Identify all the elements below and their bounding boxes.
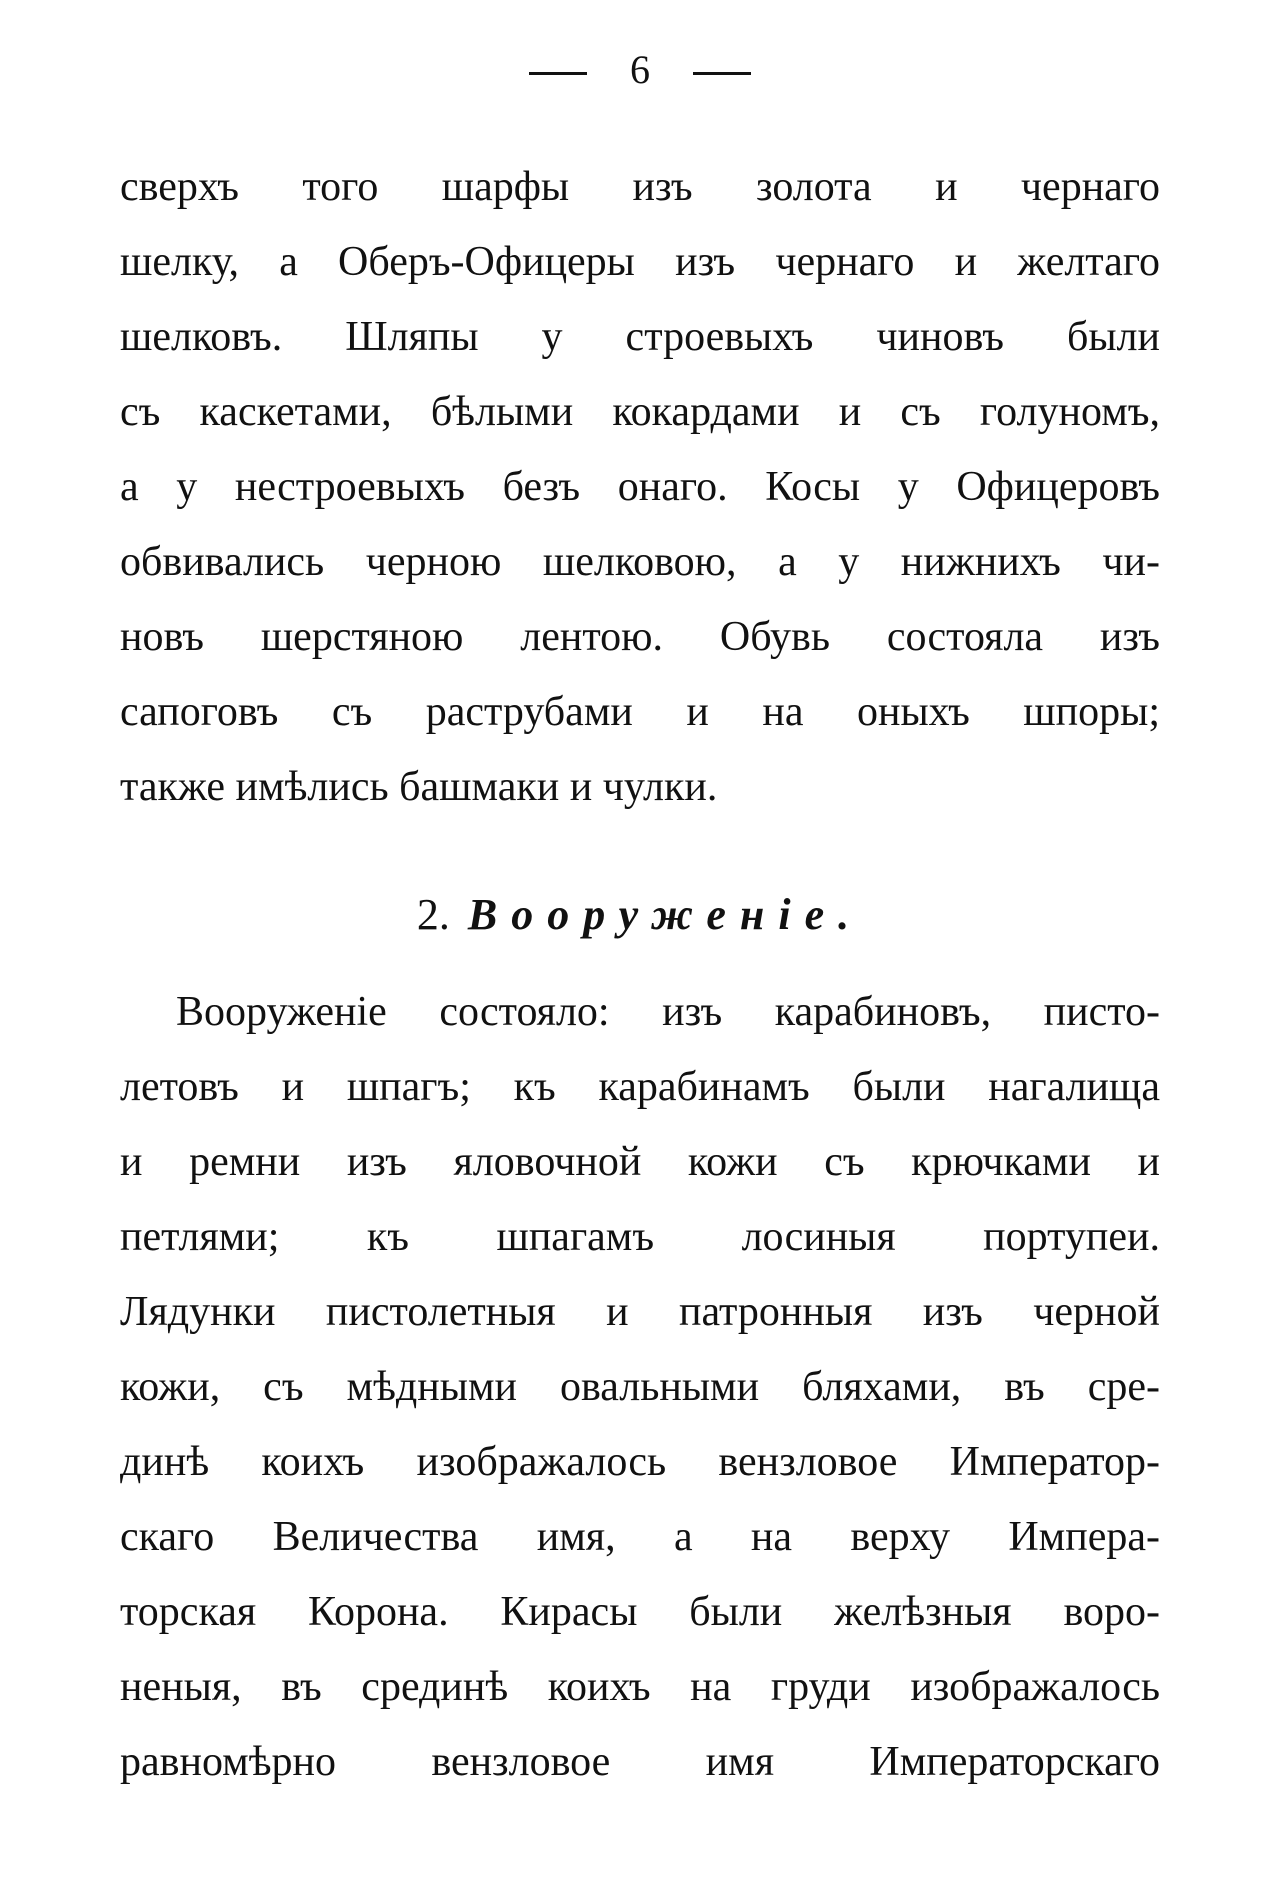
paragraph-line: Лядунки пистолетныя и патронныя изъ черной [120,1289,1160,1335]
paragraph-line: Вооруженіе состояло: изъ карабиновъ, писто- [176,989,1160,1035]
paragraph-line: также имѣлись башмаки и чулки. [120,764,718,810]
paragraph-line: скаго Величества имя, а на верху Импера- [120,1514,1160,1560]
header-dash-left [529,72,587,75]
paragraph-line: обвивались черною шелковою, а у нижнихъ чи- [120,539,1160,585]
page-header [0,40,1280,100]
paragraph-line: и ремни изъ яловочной кожи съ крючками и [120,1139,1160,1185]
paragraph-line: торская Корона. Кирасы были желѣзныя воро- [120,1589,1160,1635]
paragraph-line: кожи, съ мѣдными овальными бляхами, въ сре- [120,1364,1160,1410]
paragraph-line: равномѣрно вензловое имя Императорскаго [120,1739,1160,1785]
paragraph-1 [120,150,1160,825]
paragraph-2 [120,975,1160,1800]
paragraph-line: шелковъ. Шляпы у строевыхъ чиновъ были [120,314,1160,360]
section-heading [0,880,1280,950]
section-title: Вооруженіе. [467,890,864,939]
paragraph-line: а у нестроевыхъ безъ онаго. Косы у Офицеровъ [120,464,1160,510]
paragraph-line: сапоговъ съ раструбами и на оныхъ шпоры; [120,689,1160,735]
paragraph-line: шелку, а Оберъ-Офицеры изъ чернаго и желтаго [120,239,1160,285]
header-dash-right [693,72,751,75]
paragraph-line: съ каскетами, бѣлыми кокардами и съ голуномъ, [120,389,1160,435]
paragraph-line: петлями; къ шпагамъ лосиныя портупеи. [120,1214,1160,1260]
paragraph-line: летовъ и шпагъ; къ карабинамъ были нагалища [120,1064,1160,1110]
paragraph-line: динѣ коихъ изображалось вензловое Император- [120,1439,1160,1485]
section-number: 2. [416,890,450,939]
page-number: 6 [630,47,650,92]
paragraph-line: новъ шерстяною лентою. Обувь состояла изъ [120,614,1160,660]
paragraph-line: сверхъ того шарфы изъ золота и чернаго [120,164,1160,210]
paragraph-line: неныя, въ срединѣ коихъ на груди изображалось [120,1664,1160,1710]
